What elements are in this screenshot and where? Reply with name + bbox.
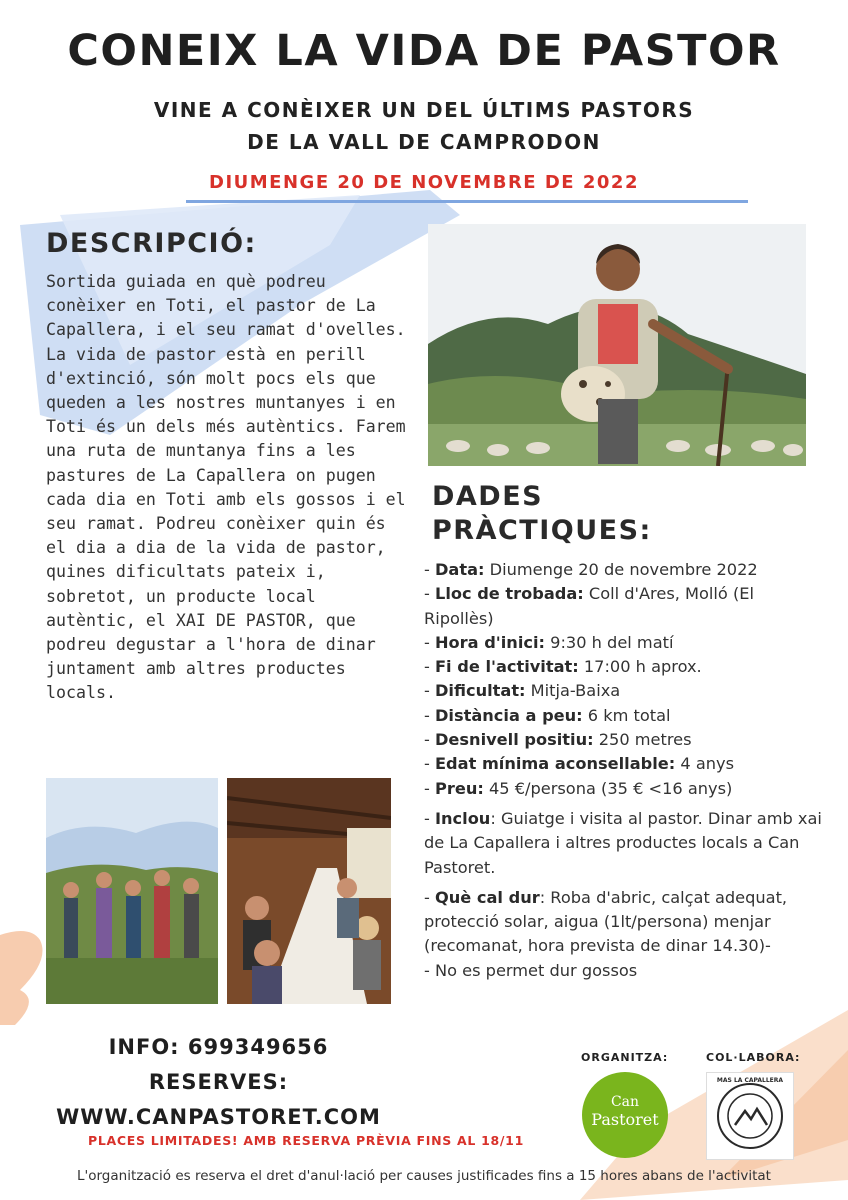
- capallera-name: MAS LA CAPALLERA: [716, 1077, 784, 1084]
- subtitle-line-2: DE LA VALL DE CAMPRODON: [247, 130, 601, 154]
- practical-item: - Dificultat: Mitja-Baixa: [424, 681, 621, 701]
- description-paragraph: La vida de pastor està en perill d'extinció, són molt pocs els que queden a les nostres muntanyes i en Toti és un dels més autèntics. Farem una ruta de muntanya fins a les pastures de La Capallera on pugen cada dia en Toti amb els gossos i el seu ramat. Podreu conèixer quin és el dia a dia de la vida de pastor, quines dificultats pateix i, sobretot, un producte local autèntic, el XAI DE PASTOR, que podreu degustar a l'hora de dinar juntament amb altres productes locals.: [46, 344, 406, 703]
- description-text: [46, 270, 406, 706]
- practical-heading: DADES PRÀCTIQUES:: [432, 481, 652, 546]
- practical-item: - Lloc de trobada: Coll d'Ares, Molló (El Ripollès): [424, 584, 754, 628]
- shepherd-photo: [428, 224, 806, 466]
- date-underline: [186, 200, 748, 203]
- colabora-label: COL·LABORA:: [706, 1051, 801, 1064]
- practical-item: - Edat mínima aconsellable: 4 anys: [424, 754, 735, 774]
- practical-list: [424, 558, 824, 983]
- can-pastoret-logo: [582, 1072, 668, 1158]
- organitza-label: ORGANITZA:: [581, 1051, 669, 1064]
- limited-places-notice: PLACES LIMITADES! AMB RESERVA PRÈVIA FINS AL 18/11: [88, 1133, 524, 1148]
- description-heading: DESCRIPCIÓ:: [46, 228, 257, 259]
- practical-item: - Data: Diumenge 20 de novembre 2022: [424, 560, 758, 579]
- practical-item: - Preu: 45 €/persona (35 € <16 anys): [424, 778, 733, 798]
- mountain-seal-icon: [707, 1073, 793, 1159]
- mas-la-capallera-logo: [706, 1072, 794, 1160]
- website-link[interactable]: WWW.CANPASTORET.COM: [56, 1105, 381, 1129]
- contact-block: [46, 1030, 391, 1135]
- practical-item: - Inclou: Guiatge i visita al pastor. Dinar amb xai de La Capallera i altres productes locals a Can Pastoret.: [424, 808, 822, 877]
- logo-text-can: Can: [610, 1094, 640, 1110]
- hikers-photo: [46, 778, 218, 1004]
- subtitle-line-1: VINE A CONÈIXER UN DEL ÚLTIMS PASTORS: [153, 98, 695, 122]
- info-phone: INFO: 699349656: [108, 1035, 329, 1059]
- practical-item: - Fi de l'activitat: 17:00 h aprox.: [424, 657, 702, 677]
- reserves-label: RESERVES:: [148, 1070, 289, 1094]
- practical-item: - Hora d'inici: 9:30 h del matí: [424, 632, 674, 652]
- page-title: CONEIX LA VIDA DE PASTOR: [67, 26, 781, 76]
- cancellation-disclaimer: L'organització es reserva el dret d'anul·lació per causes justificades fins a 15 hores abans de l'activitat: [77, 1168, 771, 1184]
- practical-item: - Què cal dur: Roba d'abric, calçat adequat, protecció solar, aigua (1lt/persona) menjar (recomanat, hora prevista de dinar 14.30)-: [424, 887, 788, 956]
- event-date: DIUMENGE 20 DE NOVEMBRE DE 2022: [209, 172, 639, 193]
- dinner-photo: [227, 778, 391, 1004]
- practical-last-line: - No es permet dur gossos: [424, 960, 638, 980]
- practical-item: - Distància a peu: 6 km total: [424, 705, 671, 725]
- practical-item: - Desnivell positiu: 250 metres: [424, 730, 692, 750]
- logo-text-pastoret: Pastoret: [591, 1110, 659, 1129]
- description-paragraph: Sortida guiada en què podreu conèixer en Toti, el pastor de La Capallera, i el seu ramat d'ovelles.: [46, 272, 406, 340]
